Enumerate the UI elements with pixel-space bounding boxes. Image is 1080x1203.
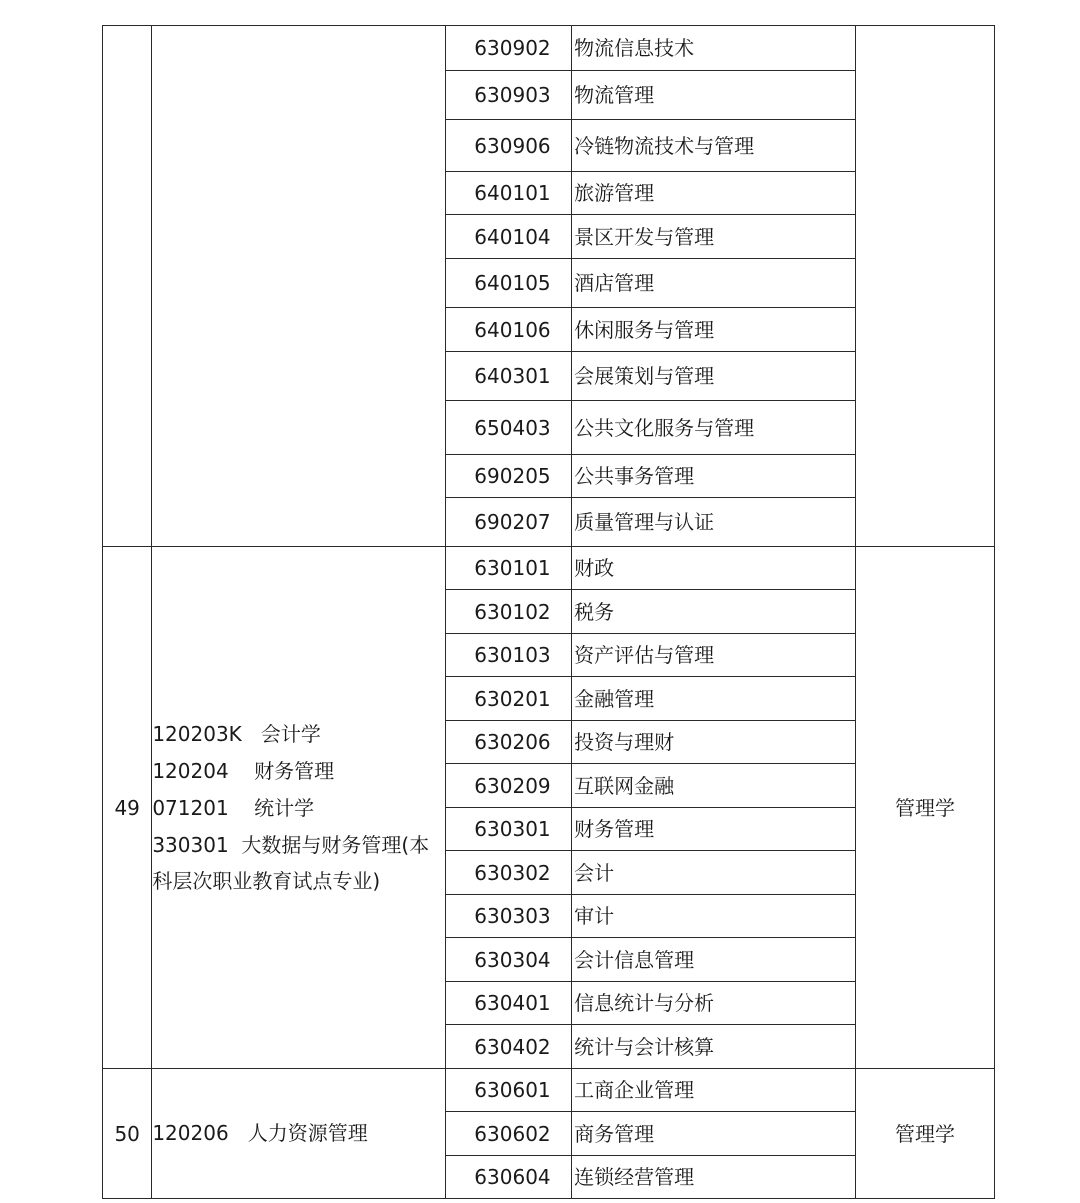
undergrad-code: 071201 (152, 796, 229, 820)
major-name: 酒店管理 (572, 259, 856, 308)
major-code: 640101 (446, 172, 572, 215)
group-number (103, 26, 152, 547)
major-name: 会展策划与管理 (572, 352, 856, 401)
undergrad-name: 人力资源管理 (247, 1121, 368, 1145)
table-row (103, 26, 995, 71)
major-code: 630209 (446, 764, 572, 808)
undergrad-name: 财务管理 (254, 759, 335, 783)
major-code: 630602 (446, 1112, 572, 1156)
major-code: 630401 (446, 982, 572, 1025)
undergrad-code: 120203K (152, 722, 242, 746)
major-name: 财政 (572, 547, 856, 590)
major-name: 会计信息管理 (572, 938, 856, 982)
undergrad-majors (152, 547, 446, 1069)
undergrad-major (152, 1115, 445, 1152)
undergrad-code: 330301 (152, 833, 229, 857)
major-code: 630103 (446, 634, 572, 677)
major-name: 投资与理财 (572, 721, 856, 764)
major-name: 财务管理 (572, 808, 856, 851)
major-name: 景区开发与管理 (572, 215, 856, 259)
major-code: 650403 (446, 401, 572, 455)
undergrad-name: 会计学 (260, 722, 321, 746)
undergrad-major (152, 716, 445, 753)
major-name: 税务 (572, 590, 856, 634)
major-code: 630206 (446, 721, 572, 764)
major-code: 630304 (446, 938, 572, 982)
major-name: 信息统计与分析 (572, 982, 856, 1025)
major-name: 工商企业管理 (572, 1069, 856, 1112)
discipline-category: 管理学 (856, 547, 995, 1069)
major-code: 630906 (446, 120, 572, 172)
major-code: 630402 (446, 1025, 572, 1069)
major-name: 公共文化服务与管理 (572, 401, 856, 455)
discipline-category: 管理学 (856, 1069, 995, 1199)
major-name: 质量管理与认证 (572, 498, 856, 547)
major-name: 休闲服务与管理 (572, 308, 856, 352)
major-code: 630604 (446, 1156, 572, 1199)
major-name: 物流管理 (572, 71, 856, 120)
major-code: 630902 (446, 26, 572, 71)
discipline-category (856, 26, 995, 547)
undergrad-major (152, 790, 445, 827)
undergrad-name: 统计学 (254, 796, 315, 820)
major-name: 审计 (572, 895, 856, 938)
major-code: 690207 (446, 498, 572, 547)
major-code: 640106 (446, 308, 572, 352)
major-table (102, 25, 995, 1199)
undergrad-name: 大数据与财务管理(本科层次职业教育试点专业) (152, 833, 430, 893)
major-code: 630101 (446, 547, 572, 590)
group-number: 49 (103, 547, 152, 1069)
undergrad-code: 120206 (152, 1121, 229, 1145)
major-name: 统计与会计核算 (572, 1025, 856, 1069)
undergrad-code: 120204 (152, 759, 229, 783)
major-code: 630601 (446, 1069, 572, 1112)
major-name: 会计 (572, 851, 856, 895)
major-code: 640105 (446, 259, 572, 308)
major-code: 630302 (446, 851, 572, 895)
major-name: 物流信息技术 (572, 26, 856, 71)
undergrad-majors (152, 26, 446, 547)
major-name: 冷链物流技术与管理 (572, 120, 856, 172)
major-name: 资产评估与管理 (572, 634, 856, 677)
major-code: 630102 (446, 590, 572, 634)
major-code: 690205 (446, 455, 572, 498)
major-name: 互联网金融 (572, 764, 856, 808)
group-number: 50 (103, 1069, 152, 1199)
major-code: 630303 (446, 895, 572, 938)
undergrad-majors (152, 1069, 446, 1199)
table-row (103, 547, 995, 590)
major-code: 640104 (446, 215, 572, 259)
undergrad-major (152, 753, 445, 790)
undergrad-major (152, 827, 445, 899)
major-name: 金融管理 (572, 677, 856, 721)
major-name: 商务管理 (572, 1112, 856, 1156)
table-row (103, 1069, 995, 1112)
major-code: 640301 (446, 352, 572, 401)
major-code: 630201 (446, 677, 572, 721)
major-code: 630903 (446, 71, 572, 120)
major-code: 630301 (446, 808, 572, 851)
major-name: 旅游管理 (572, 172, 856, 215)
major-name: 公共事务管理 (572, 455, 856, 498)
major-name: 连锁经营管理 (572, 1156, 856, 1199)
